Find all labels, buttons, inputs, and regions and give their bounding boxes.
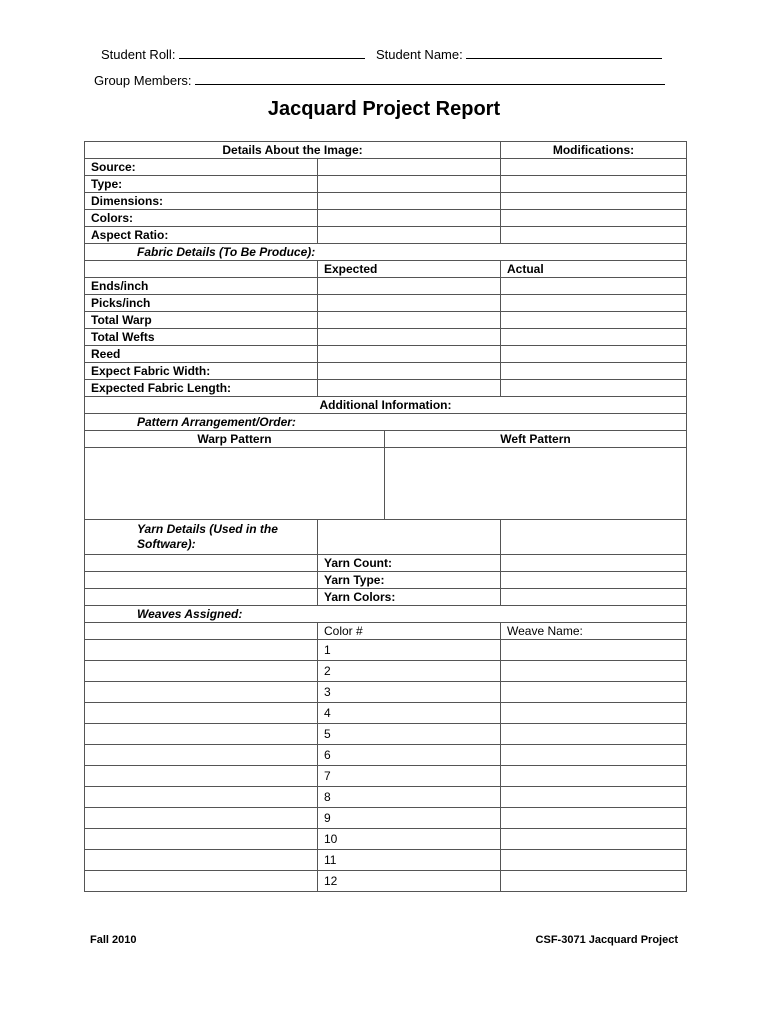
fabric-row xyxy=(85,380,687,397)
fabric-row xyxy=(85,312,687,329)
weave-name-value[interactable] xyxy=(501,850,687,871)
color-row xyxy=(85,640,687,661)
image-field-value[interactable] xyxy=(318,176,501,193)
image-field-modification[interactable] xyxy=(501,227,687,244)
blank-cell xyxy=(85,572,318,589)
image-field-label: Colors: xyxy=(85,210,318,227)
warp-pattern-area[interactable] xyxy=(85,448,385,520)
image-field-modification[interactable] xyxy=(501,176,687,193)
fabric-row xyxy=(85,329,687,346)
weaves-assigned-label: Weaves Assigned: xyxy=(85,606,687,623)
weave-name-value[interactable] xyxy=(501,661,687,682)
fabric-field-label: Reed xyxy=(85,346,318,363)
blank-cell xyxy=(85,871,318,892)
blank-cell xyxy=(85,661,318,682)
weave-name-value[interactable] xyxy=(501,871,687,892)
fabric-expected-value[interactable] xyxy=(318,278,501,295)
blank-cell xyxy=(85,787,318,808)
fabric-expected-value[interactable] xyxy=(318,329,501,346)
yarn-details-row xyxy=(85,520,687,555)
image-field-label: Aspect Ratio: xyxy=(85,227,318,244)
weave-columns-row xyxy=(85,623,687,640)
color-number: 9 xyxy=(318,808,501,829)
fabric-actual-value[interactable] xyxy=(501,329,687,346)
fabric-row xyxy=(85,363,687,380)
fabric-field-label: Ends/inch xyxy=(85,278,318,295)
yarn-field-label: Yarn Type: xyxy=(318,572,501,589)
weave-name-value[interactable] xyxy=(501,766,687,787)
additional-info-label: Additional Information: xyxy=(85,397,687,414)
image-field-value[interactable] xyxy=(318,227,501,244)
group-members-line xyxy=(94,72,665,88)
image-field-modification[interactable] xyxy=(501,193,687,210)
blank-cell xyxy=(85,640,318,661)
color-row xyxy=(85,871,687,892)
fabric-row xyxy=(85,278,687,295)
weave-name-value[interactable] xyxy=(501,640,687,661)
weave-name-value[interactable] xyxy=(501,808,687,829)
weave-name-value[interactable] xyxy=(501,724,687,745)
weave-name-value[interactable] xyxy=(501,787,687,808)
blank-cell xyxy=(85,808,318,829)
weave-name-value[interactable] xyxy=(501,682,687,703)
blank-cell xyxy=(85,829,318,850)
yarn-details-value[interactable] xyxy=(318,520,501,555)
expected-header: Expected xyxy=(318,261,501,278)
image-field-value[interactable] xyxy=(318,193,501,210)
color-number: 3 xyxy=(318,682,501,703)
color-number: 10 xyxy=(318,829,501,850)
color-row xyxy=(85,682,687,703)
yarn-field-label: Yarn Count: xyxy=(318,555,501,572)
fabric-actual-value[interactable] xyxy=(501,363,687,380)
color-row xyxy=(85,787,687,808)
modifications-header: Modifications: xyxy=(501,142,687,159)
color-number: 1 xyxy=(318,640,501,661)
blank-cell xyxy=(85,261,318,278)
blank-cell xyxy=(85,682,318,703)
fabric-details-label: Fabric Details (To Be Produce): xyxy=(85,244,687,261)
weft-pattern-area[interactable] xyxy=(385,448,687,520)
page-title: Jacquard Project Report xyxy=(267,98,501,120)
weave-name-value[interactable] xyxy=(501,703,687,724)
blank-cell xyxy=(85,555,318,572)
pattern-arrangement-row xyxy=(85,414,687,431)
blank-cell xyxy=(85,623,318,640)
student-roll-line xyxy=(101,46,365,62)
weaves-assigned-row xyxy=(85,606,687,623)
color-row xyxy=(85,724,687,745)
fabric-field-label: Total Warp xyxy=(85,312,318,329)
weave-name-value[interactable] xyxy=(501,829,687,850)
fabric-row xyxy=(85,295,687,312)
blank-cell xyxy=(85,850,318,871)
color-number: 6 xyxy=(318,745,501,766)
fabric-columns-row xyxy=(85,261,687,278)
fabric-expected-value[interactable] xyxy=(318,363,501,380)
group-members-field[interactable] xyxy=(195,72,665,85)
additional-info-row xyxy=(85,397,687,414)
color-number: 12 xyxy=(318,871,501,892)
fabric-field-label: Expected Fabric Length: xyxy=(85,380,318,397)
image-field-value[interactable] xyxy=(318,210,501,227)
yarn-field-value[interactable] xyxy=(501,555,687,572)
color-number: 2 xyxy=(318,661,501,682)
blank-cell xyxy=(85,589,318,606)
image-field-label: Dimensions: xyxy=(85,193,318,210)
blank-cell xyxy=(85,766,318,787)
color-number: 4 xyxy=(318,703,501,724)
fabric-actual-value[interactable] xyxy=(501,346,687,363)
image-detail-row xyxy=(85,193,687,210)
color-row xyxy=(85,850,687,871)
fabric-actual-value[interactable] xyxy=(501,278,687,295)
pattern-area-row xyxy=(85,448,687,520)
table-header-row xyxy=(85,142,687,159)
yarn-details-label: Yarn Details (Used in the Software): xyxy=(85,520,318,555)
footer-term: Fall 2010 xyxy=(90,934,137,946)
image-detail-row xyxy=(85,176,687,193)
image-detail-row xyxy=(85,210,687,227)
image-field-label: Source: xyxy=(85,159,318,176)
fabric-actual-value[interactable] xyxy=(501,312,687,329)
fabric-actual-value[interactable] xyxy=(501,295,687,312)
color-number-header: Color # xyxy=(318,623,501,640)
yarn-row xyxy=(85,589,687,606)
fabric-expected-value[interactable] xyxy=(318,346,501,363)
yarn-field-value[interactable] xyxy=(501,572,687,589)
image-detail-row xyxy=(85,227,687,244)
student-roll-field[interactable] xyxy=(179,46,365,59)
fabric-expected-value[interactable] xyxy=(318,380,501,397)
image-field-modification[interactable] xyxy=(501,210,687,227)
blank-cell xyxy=(85,724,318,745)
details-header: Details About the Image: xyxy=(85,142,501,159)
fabric-field-label: Total Wefts xyxy=(85,329,318,346)
actual-header: Actual xyxy=(501,261,687,278)
image-field-value[interactable] xyxy=(318,159,501,176)
blank-cell xyxy=(85,745,318,766)
yarn-row xyxy=(85,555,687,572)
image-detail-row xyxy=(85,159,687,176)
footer-course: CSF-3071 Jacquard Project xyxy=(535,934,678,946)
yarn-details-extra[interactable] xyxy=(501,520,687,555)
fabric-field-label: Expect Fabric Width: xyxy=(85,363,318,380)
student-name-label: Student Name: xyxy=(376,47,463,62)
color-row xyxy=(85,661,687,682)
color-row xyxy=(85,745,687,766)
pattern-arrangement-label: Pattern Arrangement/Order: xyxy=(85,414,687,431)
weave-name-value[interactable] xyxy=(501,745,687,766)
color-row xyxy=(85,808,687,829)
student-name-line xyxy=(376,46,662,62)
color-number: 8 xyxy=(318,787,501,808)
pattern-header-row xyxy=(85,431,687,448)
color-number: 5 xyxy=(318,724,501,745)
color-number: 7 xyxy=(318,766,501,787)
fabric-details-row xyxy=(85,244,687,261)
yarn-row xyxy=(85,572,687,589)
image-field-label: Type: xyxy=(85,176,318,193)
student-name-field[interactable] xyxy=(466,46,662,59)
report-table xyxy=(84,141,687,892)
color-number: 11 xyxy=(318,850,501,871)
color-row xyxy=(85,703,687,724)
fabric-actual-value[interactable] xyxy=(501,380,687,397)
warp-pattern-header: Warp Pattern xyxy=(85,431,385,448)
image-field-modification[interactable] xyxy=(501,159,687,176)
fabric-field-label: Picks/inch xyxy=(85,295,318,312)
fabric-expected-value[interactable] xyxy=(318,295,501,312)
yarn-field-label: Yarn Colors: xyxy=(318,589,501,606)
group-members-label: Group Members: xyxy=(94,73,192,88)
fabric-expected-value[interactable] xyxy=(318,312,501,329)
blank-cell xyxy=(85,703,318,724)
color-row xyxy=(85,766,687,787)
fabric-row xyxy=(85,346,687,363)
yarn-field-value[interactable] xyxy=(501,589,687,606)
weave-name-header: Weave Name: xyxy=(501,623,687,640)
weft-pattern-header: Weft Pattern xyxy=(385,431,687,448)
student-roll-label: Student Roll: xyxy=(101,47,176,62)
color-row xyxy=(85,829,687,850)
